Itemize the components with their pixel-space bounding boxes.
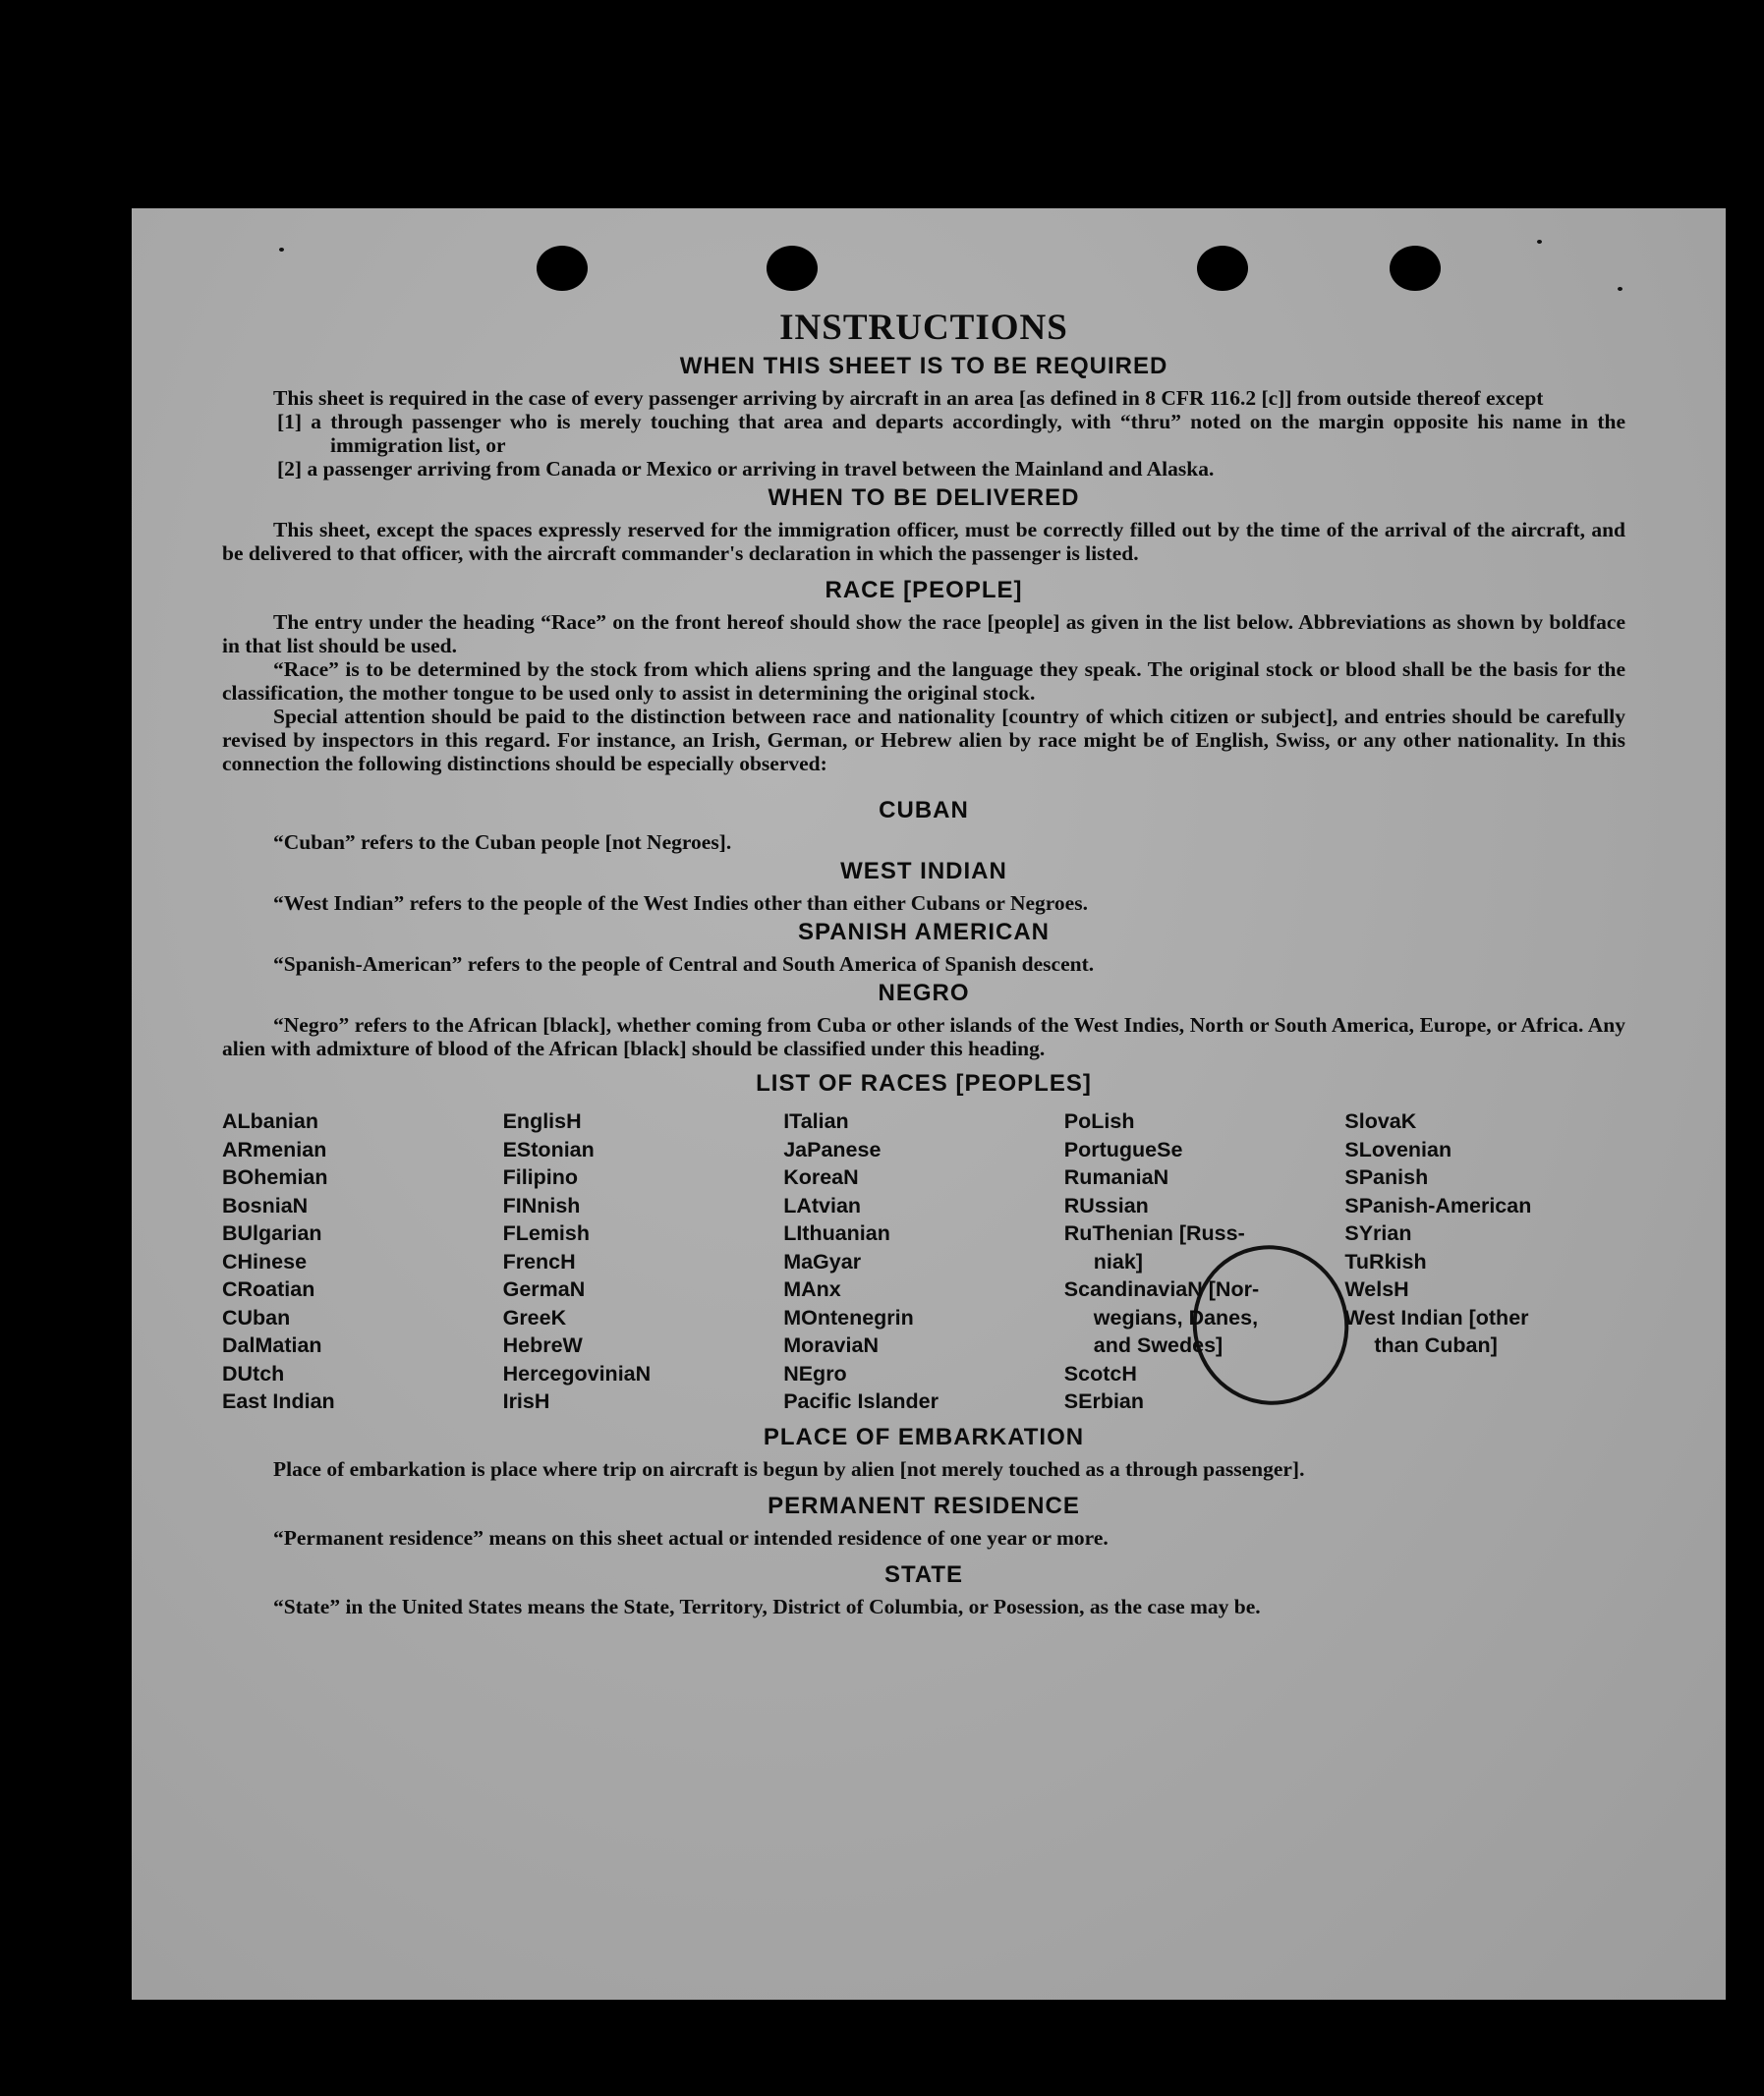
race-column-3 bbox=[783, 1107, 1064, 1416]
race-paragraph-1: The entry under the heading “Race” on the front hereof should show the race [people] as given in the list below. Abbreviations as shown by boldface in that list should be used. bbox=[222, 610, 1625, 657]
race-item: KoreaN bbox=[783, 1165, 859, 1189]
race-item-continued: and Swedes] bbox=[1093, 1333, 1223, 1357]
race-column-5 bbox=[1344, 1107, 1625, 1416]
race-item: SYrian bbox=[1344, 1221, 1412, 1245]
race-item: SPanish bbox=[1344, 1165, 1429, 1189]
race-item: FrencH bbox=[502, 1249, 576, 1274]
race-item: MOntenegrin bbox=[783, 1305, 914, 1330]
race-item: BUlgarian bbox=[222, 1221, 322, 1245]
race-list bbox=[222, 1107, 1625, 1416]
instruction-sheet bbox=[132, 208, 1726, 2000]
west-indian-text: “West Indian” refers to the people of the West Indies other than either Cubans or Negroes. bbox=[273, 891, 1088, 915]
race-item: RUssian bbox=[1063, 1193, 1149, 1218]
race-item: GreeK bbox=[502, 1305, 567, 1330]
embarkation-text: Place of embarkation is place where trip on aircraft is begun by alien [not merely touched as a through passenger]. bbox=[273, 1456, 1305, 1481]
race-item: West Indian [other bbox=[1344, 1305, 1529, 1330]
punch-hole bbox=[767, 246, 818, 291]
section-heading-state: STATE bbox=[883, 1560, 964, 1588]
race-item-continued: niak] bbox=[1093, 1249, 1143, 1274]
race-item: BosniaN bbox=[222, 1193, 309, 1218]
required-item-2: [2] a passenger arriving from Canada or Mexico or arriving in travel between the Mainland and Alaska. bbox=[277, 457, 1215, 481]
race-paragraph-3: Special attention should be paid to the distinction between race and nationality [country of which citizen or subject], and entries should be carefully revised by inspectors in this regard. For instance, an Irish, German, or Hebrew alien by race might be of English, Swiss, or any other nationality. In this connection the following distinctions should be especially observed: bbox=[222, 705, 1625, 775]
spanish-american-text: “Spanish-American” refers to the people of Central and South America of Spanish descent. bbox=[273, 952, 1095, 976]
race-item: TuRkish bbox=[1344, 1249, 1427, 1274]
delivered-text: This sheet, except the spaces expressly reserved for the immigration officer, must be correctly filled out by the time of the arrival of the aircraft, and be delivered to that officer, with the aircraft commander's declaration in which the passenger is listed. bbox=[222, 518, 1625, 565]
race-item: HercegoviniaN bbox=[502, 1361, 652, 1386]
race-paragraph-2: “Race” is to be determined by the stock from which aliens spring and the language they speak. The original stock or blood shall be the basis for the classification, the mother tongue to be used only to assist in determining the original stock. bbox=[222, 657, 1625, 705]
race-item: Filipino bbox=[502, 1165, 579, 1189]
race-item: RumaniaN bbox=[1063, 1165, 1169, 1189]
race-item: SErbian bbox=[1063, 1389, 1145, 1413]
residence-text: “Permanent residence” means on this sheet actual or intended residence of one year or more. bbox=[273, 1525, 1109, 1550]
race-item: CUban bbox=[222, 1305, 291, 1330]
required-intro: This sheet is required in the case of every passenger arriving by aircraft in an area [as defined in 8 CFR 116.2 [c]] from outside thereof except bbox=[273, 386, 1544, 410]
section-heading-race: RACE [PEOPLE] bbox=[825, 577, 1023, 603]
race-item: LAtvian bbox=[783, 1193, 862, 1218]
race-column-1 bbox=[222, 1107, 503, 1416]
punch-hole bbox=[1197, 246, 1248, 291]
document-body bbox=[222, 307, 1625, 1618]
state-text: “State” in the United States means the State, Territory, District of Columbia, or Posession, as the case may be. bbox=[273, 1594, 1261, 1618]
race-item: FINnish bbox=[502, 1193, 581, 1218]
race-column-4 bbox=[1064, 1107, 1345, 1416]
race-item-continued: than Cuban] bbox=[1374, 1333, 1498, 1357]
section-heading-embarkation: PLACE OF EMBARKATION bbox=[763, 1423, 1085, 1450]
race-item: PortugueSe bbox=[1063, 1137, 1183, 1161]
race-item: ITalian bbox=[783, 1109, 849, 1133]
race-column-2 bbox=[503, 1107, 784, 1416]
section-heading-residence: PERMANENT RESIDENCE bbox=[768, 1492, 1080, 1519]
race-item: GermaN bbox=[502, 1277, 586, 1301]
section-heading-race-list: LIST OF RACES [PEOPLES] bbox=[756, 1070, 1092, 1097]
section-heading-required: WHEN THIS SHEET IS TO BE REQUIRED bbox=[679, 353, 1168, 379]
section-heading-cuban: CUBAN bbox=[879, 797, 969, 823]
race-item: CRoatian bbox=[222, 1277, 315, 1301]
race-item: SPanish-American bbox=[1344, 1193, 1532, 1218]
race-item: ScandinaviaN [Nor- bbox=[1063, 1277, 1260, 1301]
race-item: LIthuanian bbox=[783, 1221, 890, 1245]
ink-speck bbox=[1618, 287, 1622, 291]
punch-hole bbox=[1390, 246, 1441, 291]
race-item: MaGyar bbox=[783, 1249, 862, 1274]
section-heading-delivered: WHEN TO BE DELIVERED bbox=[768, 484, 1080, 511]
required-item-1: [1] a through passenger who is merely touching that area and departs accordingly, with “thru” noted on the margin opposite his name in the immigration list, or bbox=[277, 410, 1625, 457]
race-item: HebreW bbox=[502, 1333, 583, 1357]
race-item: PoLish bbox=[1063, 1109, 1135, 1133]
cuban-text: “Cuban” refers to the Cuban people [not Negroes]. bbox=[273, 830, 732, 854]
race-item: DUtch bbox=[222, 1361, 285, 1386]
section-heading-west-indian: WEST INDIAN bbox=[840, 858, 1007, 884]
race-item: EnglisH bbox=[502, 1109, 582, 1133]
section-heading-spanish-american: SPANISH AMERICAN bbox=[797, 919, 1050, 945]
punch-hole bbox=[537, 246, 588, 291]
race-item-continued: wegians, Danes, bbox=[1093, 1305, 1259, 1330]
race-item: SlovaK bbox=[1344, 1109, 1417, 1133]
ink-speck bbox=[1537, 240, 1542, 244]
race-item: NEgro bbox=[783, 1361, 847, 1386]
ink-speck bbox=[279, 248, 284, 252]
race-item: RuThenian [Russ- bbox=[1063, 1221, 1245, 1245]
race-item: FLemish bbox=[502, 1221, 590, 1245]
race-item: MoraviaN bbox=[783, 1333, 879, 1357]
section-heading-negro: NEGRO bbox=[878, 980, 970, 1006]
page-title: INSTRUCTIONS bbox=[779, 308, 1068, 348]
race-item: JaPanese bbox=[783, 1137, 882, 1161]
race-item: East Indian bbox=[222, 1389, 335, 1413]
negro-text: “Negro” refers to the African [black], whether coming from Cuba or other islands of the West Indies, North or South America, Europe, or Africa. Any alien with admixture of blood of the African [black] should be classified under this heading. bbox=[222, 1013, 1625, 1060]
race-item: MAnx bbox=[783, 1277, 841, 1301]
race-item: IrisH bbox=[502, 1389, 550, 1413]
race-item: ARmenian bbox=[222, 1137, 327, 1161]
race-item: SLovenian bbox=[1344, 1137, 1452, 1161]
race-item: ScotcH bbox=[1063, 1361, 1137, 1386]
race-item: WelsH bbox=[1344, 1277, 1409, 1301]
race-item: Pacific Islander bbox=[783, 1389, 939, 1413]
race-item: DalMatian bbox=[222, 1333, 322, 1357]
race-item: EStonian bbox=[502, 1137, 595, 1161]
race-item: ALbanian bbox=[222, 1109, 318, 1133]
race-item: CHinese bbox=[222, 1249, 308, 1274]
race-item: BOhemian bbox=[222, 1165, 328, 1189]
